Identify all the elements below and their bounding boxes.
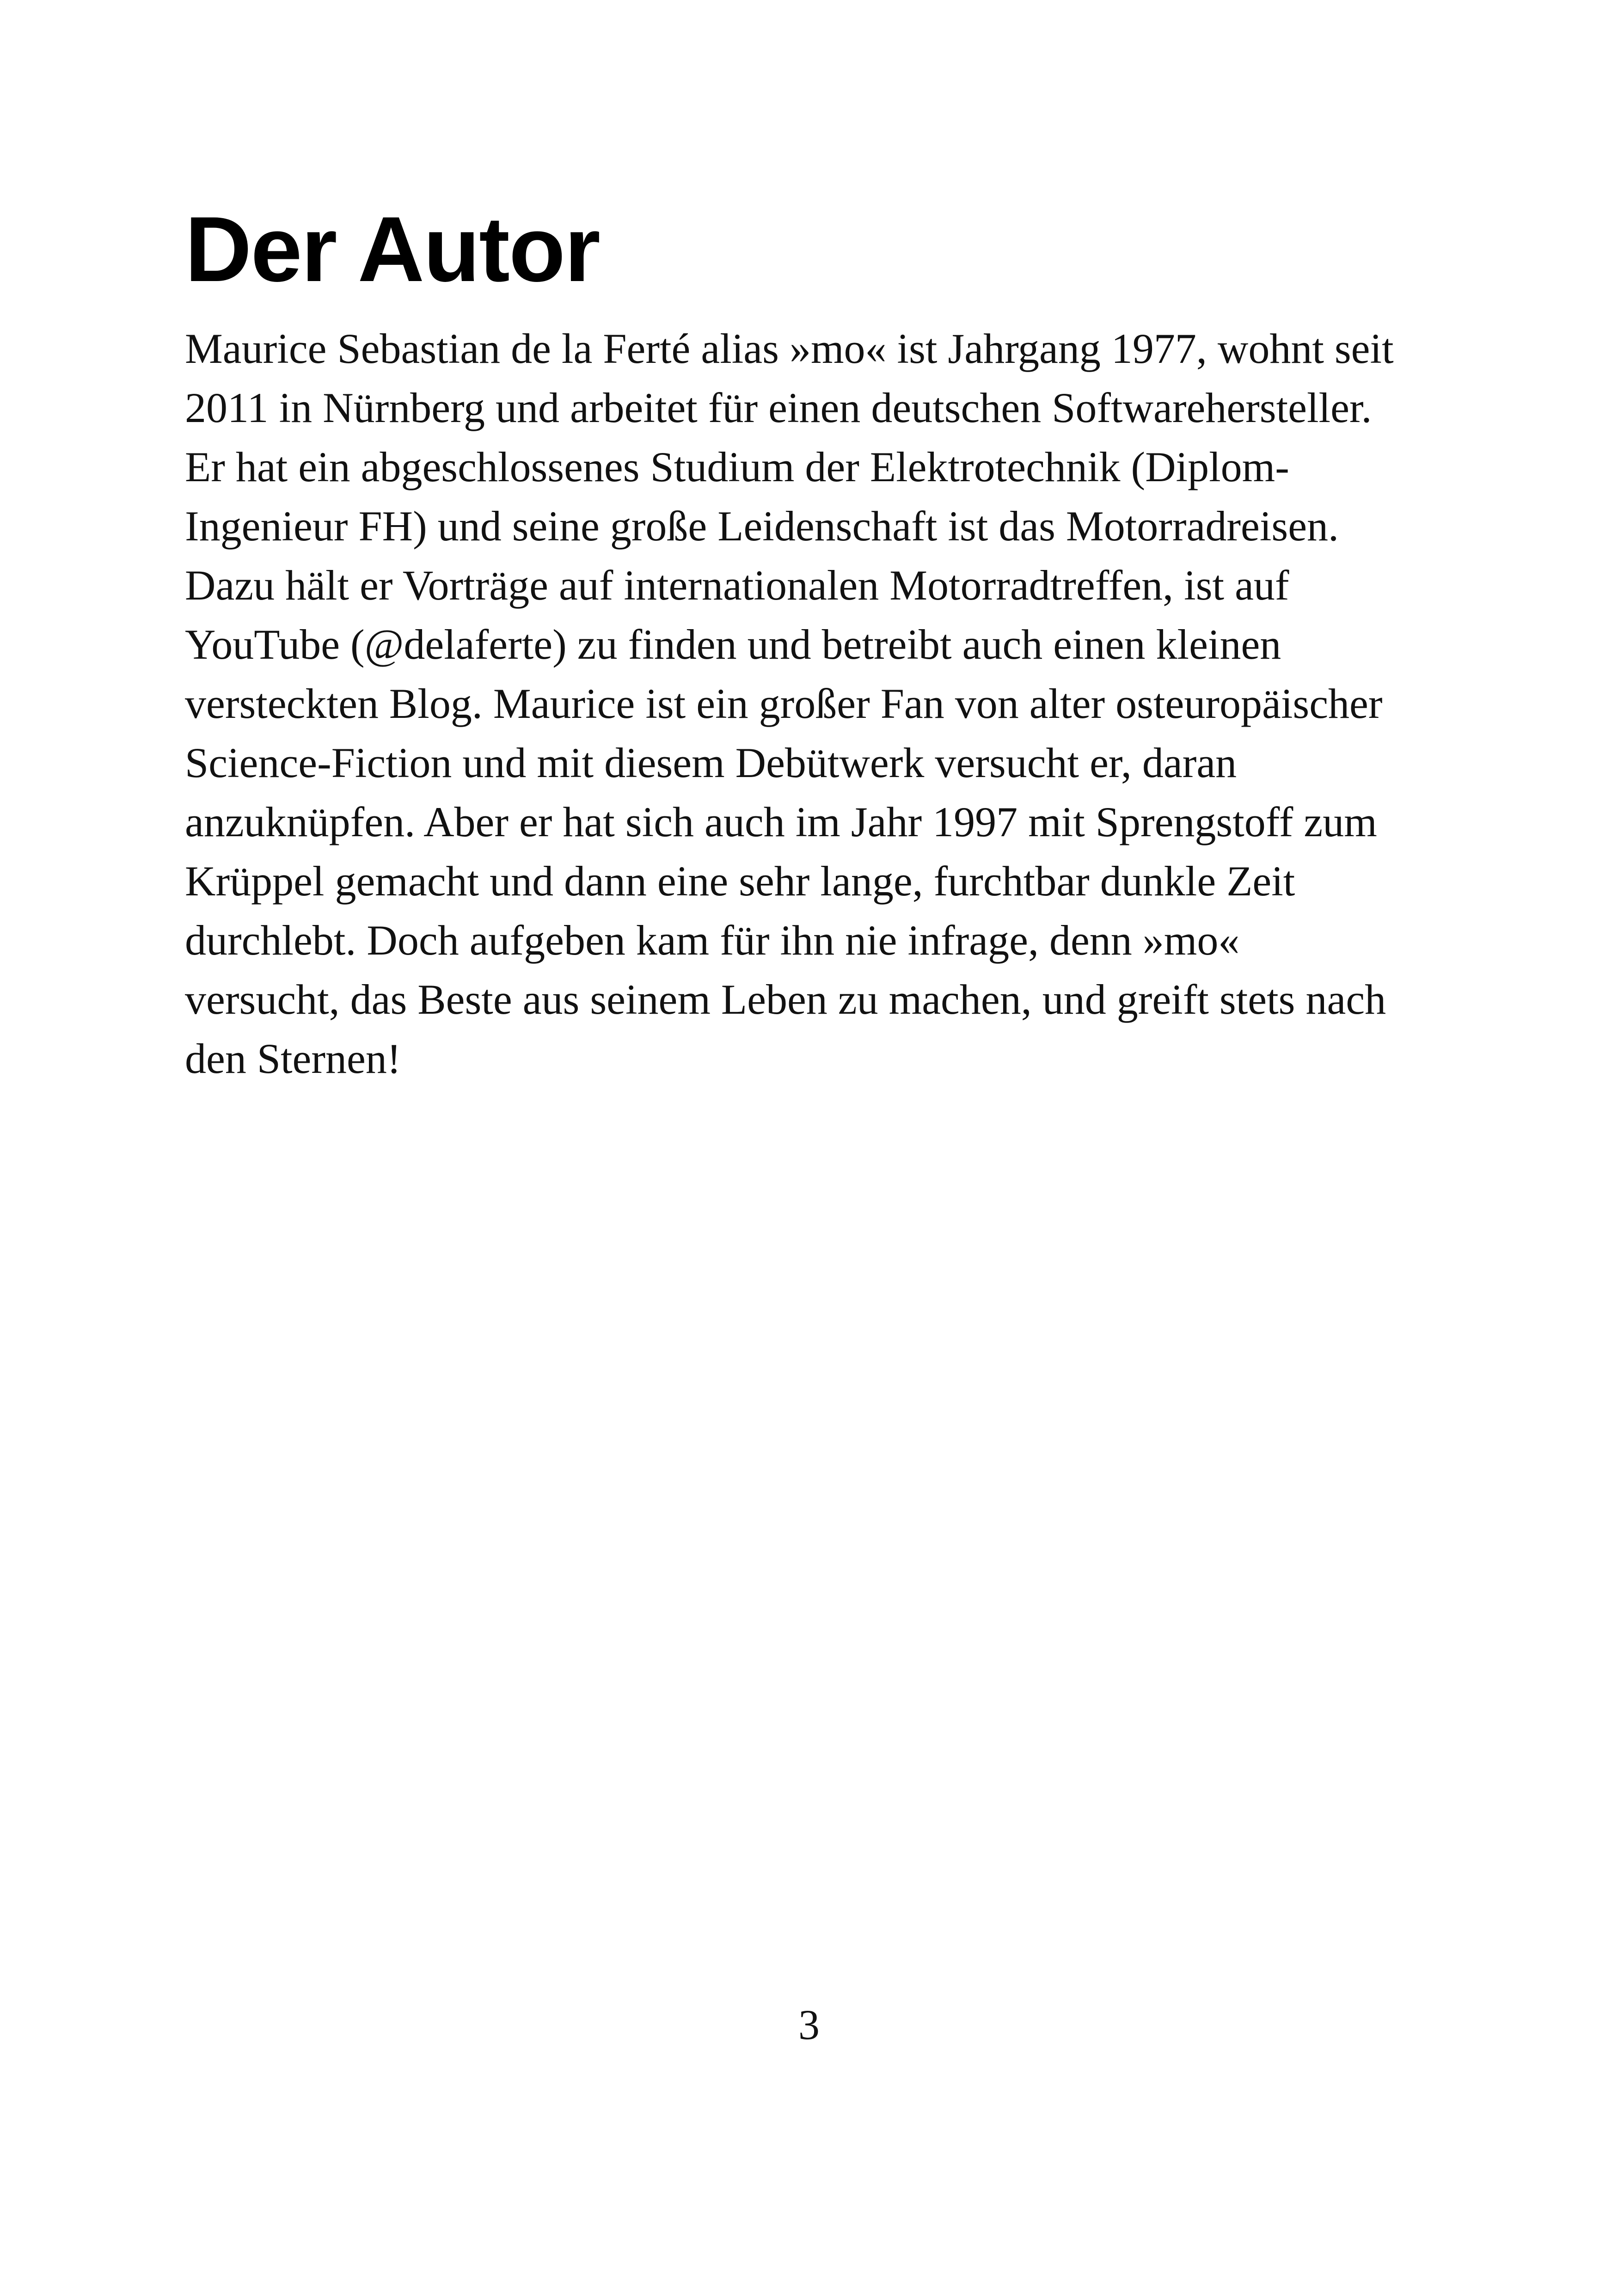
body-line: Ingenieur FH) und seine große Leidenschaft ist das Motorradreisen.	[185, 502, 1339, 550]
page-title: Der Autor	[185, 198, 600, 301]
body-line: den Sternen!	[185, 1035, 401, 1082]
body-line: 2011 in Nürnberg und arbeitet für einen deutschen Softwarehersteller.	[185, 384, 1372, 431]
body-line: versteckten Blog. Maurice ist ein großer Fan von alter osteuropäischer	[185, 680, 1383, 727]
body-line: Maurice Sebastian de la Ferté alias »mo« ist Jahrgang 1977, wohnt seit	[185, 325, 1394, 372]
body-line: Dazu hält er Vorträge auf internationalen Motorradtreffen, ist auf	[185, 562, 1289, 609]
body-line: Er hat ein abgeschlossenes Studium der Elektrotechnik (Diplom-	[185, 443, 1289, 490]
body-line: versucht, das Beste aus seinem Leben zu machen, und greift stets nach	[185, 976, 1386, 1023]
body-line: Krüppel gemacht und dann eine sehr lange, furchtbar dunkle Zeit	[185, 857, 1295, 905]
body-line: YouTube (@delaferte) zu finden und betreibt auch einen kleinen	[185, 621, 1281, 668]
body-line: Science-Fiction und mit diesem Debütwerk versucht er, daran	[185, 739, 1237, 786]
page-number: 3	[798, 2001, 820, 2048]
author-biography	[185, 319, 1461, 1088]
body-line: durchlebt. Doch aufgeben kam für ihn nie infrage, denn »mo«	[185, 917, 1240, 964]
body-line: anzuknüpfen. Aber er hat sich auch im Jahr 1997 mit Sprengstoff zum	[185, 798, 1377, 845]
